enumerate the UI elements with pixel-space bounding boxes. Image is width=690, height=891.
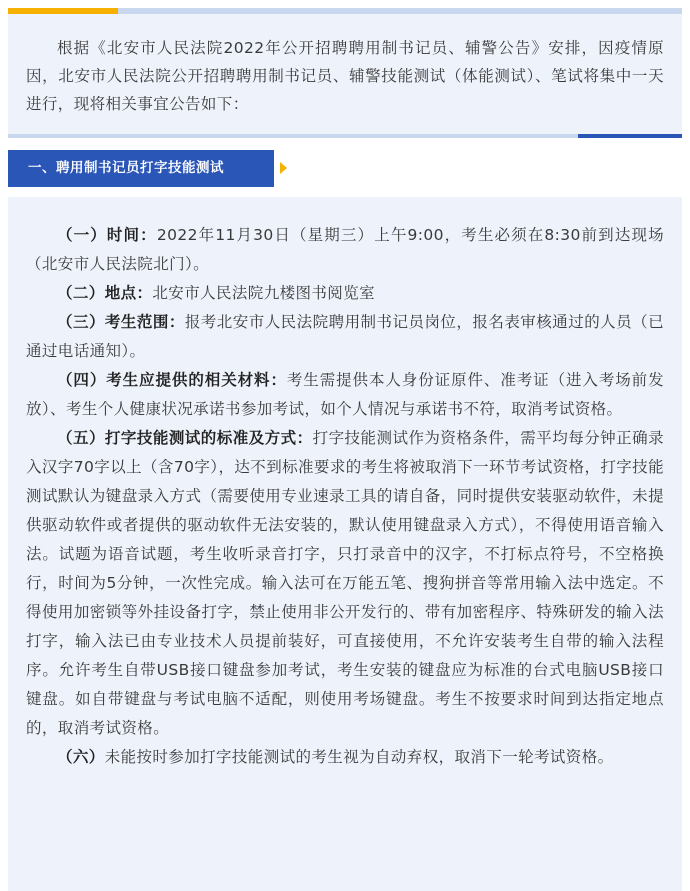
- item-standard: [26, 424, 664, 743]
- intro-paragraph: 根据《北安市人民法院2022年公开招聘聘用制书记员、辅警公告》安排，因疫情原因，北安市人民法院公开招聘聘用制书记员、辅警技能测试（体能测试）、笔试将集中一天进行，现将相关事宜公告如下：: [26, 39, 664, 113]
- item-time: [26, 221, 664, 279]
- intro-bottom-accent: [578, 134, 682, 138]
- item-lead: （三）考生范围：: [57, 313, 185, 331]
- section-title-banner: 一、聘用制书记员打字技能测试: [8, 150, 274, 187]
- item-location: [26, 279, 664, 308]
- item-absence: [26, 743, 664, 772]
- item-text: 打字技能测试作为资格条件，需平均每分钟正确录入汉字70字以上（含70字），达不到标准要求的考生将被取消下一环节考试资格，打字技能测试默认为键盘录入方式（需要使用专业速录工具的请自备，同时提供安装驱动软件，未提供驱动软件或者提供的驱动软件无法安装的，默认使用键盘录入方式），不得使用语音输入法。试题为语音试题，考生收听录音打字，只打录音中的汉字，不打标点符号，不空格换行，时间为5分钟，一次性完成。输入法可在万能五笔、搜狗拼音等常用输入法中选定。不得使用加密锁等外挂设备打字，禁止使用非公开发行的、带有加密程序、特殊研发的输入法打字，输入法已由专业技术人员提前装好，可直接使用，不允许安装考生自带的输入法程序。允许考生自带USB接口键盘参加考试，考生安装的键盘应为标准的台式电脑USB接口键盘。如自带键盘与考试电脑不适配，则使用考场键盘。考生不按要求时间到达指定地点的，取消考试资格。: [26, 429, 664, 737]
- intro-bottom-divider: [8, 134, 682, 138]
- item-text: 考生需提供本人身份证原件、准考证（进入考场前发放）、考生个人健康状况承诺书参加考试，如个人情况与承诺书不符，取消考试资格。: [26, 371, 664, 418]
- item-text: 报考北安市人民法院聘用制书记员岗位，报名表审核通过的人员（已通过电话通知）。: [26, 313, 664, 360]
- item-lead: （五）打字技能测试的标准及方式：: [57, 429, 313, 447]
- item-lead: （一）时间：: [57, 226, 157, 244]
- item-lead: （六）: [57, 748, 105, 766]
- item-text: 2022年11月30日（星期三）上午9:00，考生必须在8:30前到达现场（北安市人民法院北门）。: [26, 226, 664, 273]
- item-scope: [26, 308, 664, 366]
- section-content: [8, 197, 682, 891]
- item-text: 未能按时参加打字技能测试的考生视为自动弃权，取消下一轮考试资格。: [104, 748, 614, 766]
- item-lead: （二）地点：: [57, 284, 153, 302]
- item-lead: （四）考生应提供的相关材料：: [57, 371, 287, 389]
- item-text: 北安市人民法院九楼图书阅览室: [152, 284, 376, 302]
- item-materials: [26, 366, 664, 424]
- intro-box: [8, 14, 682, 134]
- banner-arrow-icon: [280, 162, 287, 174]
